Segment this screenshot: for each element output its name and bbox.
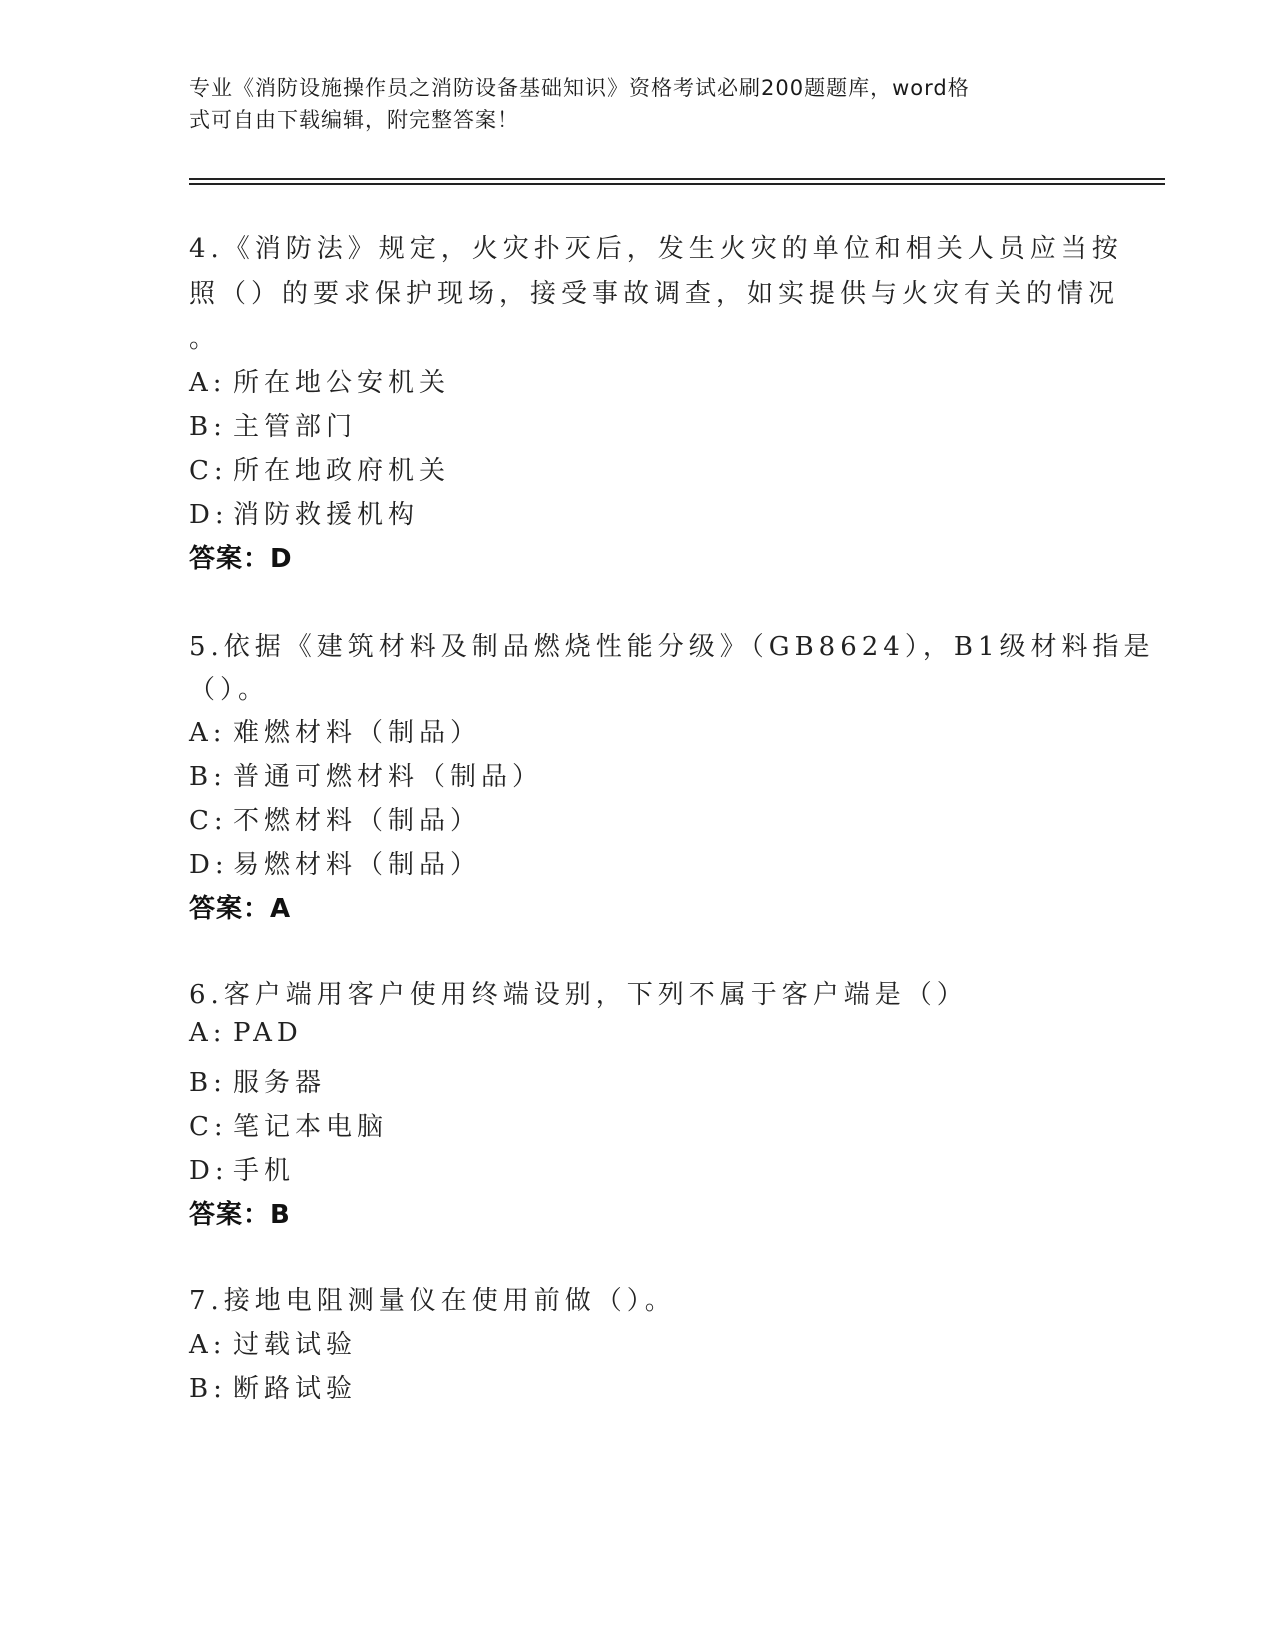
option-letter: A: — [189, 1330, 227, 1360]
option-letter: B: — [189, 1374, 227, 1404]
option-b — [189, 1062, 326, 1099]
header-line-1: 专业《消防设施操作员之消防设备基础知识》资格考试必刷200题题库，word格 — [189, 76, 970, 100]
header-divider-bottom — [189, 183, 1165, 185]
answer-label: 答案：B — [189, 1200, 291, 1230]
option-b — [189, 1368, 357, 1405]
option-text: 所在地政府机关 — [233, 456, 451, 486]
option-a — [189, 1324, 357, 1361]
option-text: PAD — [233, 1018, 303, 1048]
option-letter: D: — [189, 1156, 229, 1186]
option-a — [189, 1018, 303, 1048]
option-text: 消防救援机构 — [233, 500, 420, 530]
option-text: 手机 — [233, 1156, 296, 1186]
option-letter: A: — [189, 1018, 227, 1048]
question-text-line: 7.接地电阻测量仪在使用前做（）。 — [189, 1286, 676, 1316]
option-text: 过载试验 — [233, 1330, 358, 1360]
option-d — [189, 844, 481, 881]
option-text: 主管部门 — [233, 412, 358, 442]
option-letter: B: — [189, 412, 227, 442]
option-b — [189, 406, 357, 443]
option-text: 服务器 — [233, 1068, 327, 1098]
question-text-line: 照（）的要求保护现场，接受事故调查，如实提供与火灾有关的情况 — [189, 279, 1120, 309]
option-letter: A: — [189, 368, 227, 398]
option-letter: D: — [189, 850, 229, 880]
option-letter: A: — [189, 718, 227, 748]
option-text: 笔记本电脑 — [233, 1112, 389, 1142]
question-text-line: 6.客户端用客户使用终端设别，下列不属于客户端是（） — [189, 980, 968, 1010]
option-text: 难燃材料（制品） — [233, 718, 482, 748]
option-letter: B: — [189, 762, 227, 792]
header-line-2: 式可自由下载编辑，附完整答案！ — [189, 108, 519, 132]
question-text-line: 。 — [189, 324, 221, 354]
option-c — [189, 450, 450, 487]
option-d — [189, 1150, 295, 1187]
option-letter: C: — [189, 456, 228, 486]
option-d — [189, 494, 419, 531]
option-letter: B: — [189, 1068, 227, 1098]
option-letter: C: — [189, 806, 228, 836]
document-header — [189, 72, 1069, 136]
answer-label: 答案：A — [189, 894, 292, 924]
option-text: 所在地公安机关 — [233, 368, 451, 398]
option-text: 普通可燃材料（制品） — [233, 762, 544, 792]
option-a — [189, 362, 450, 399]
question-text-line: 4.《消防法》规定，火灾扑灭后，发生火灾的单位和相关人员应当按 — [189, 234, 1123, 264]
option-text: 不燃材料（制品） — [233, 806, 482, 836]
question-text-line: 5.依据《建筑材料及制品燃烧性能分级》（GB8624），B1级材料指是 — [189, 632, 1155, 662]
option-a — [189, 712, 481, 749]
header-divider-top — [189, 178, 1165, 180]
option-letter: C: — [189, 1112, 228, 1142]
option-letter: D: — [189, 500, 229, 530]
option-c — [189, 800, 481, 837]
option-b — [189, 756, 543, 793]
option-text: 易燃材料（制品） — [233, 850, 482, 880]
answer-label: 答案：D — [189, 544, 293, 574]
option-c — [189, 1106, 388, 1143]
option-text: 断路试验 — [233, 1374, 358, 1404]
question-text-line: （）。 — [189, 675, 270, 705]
